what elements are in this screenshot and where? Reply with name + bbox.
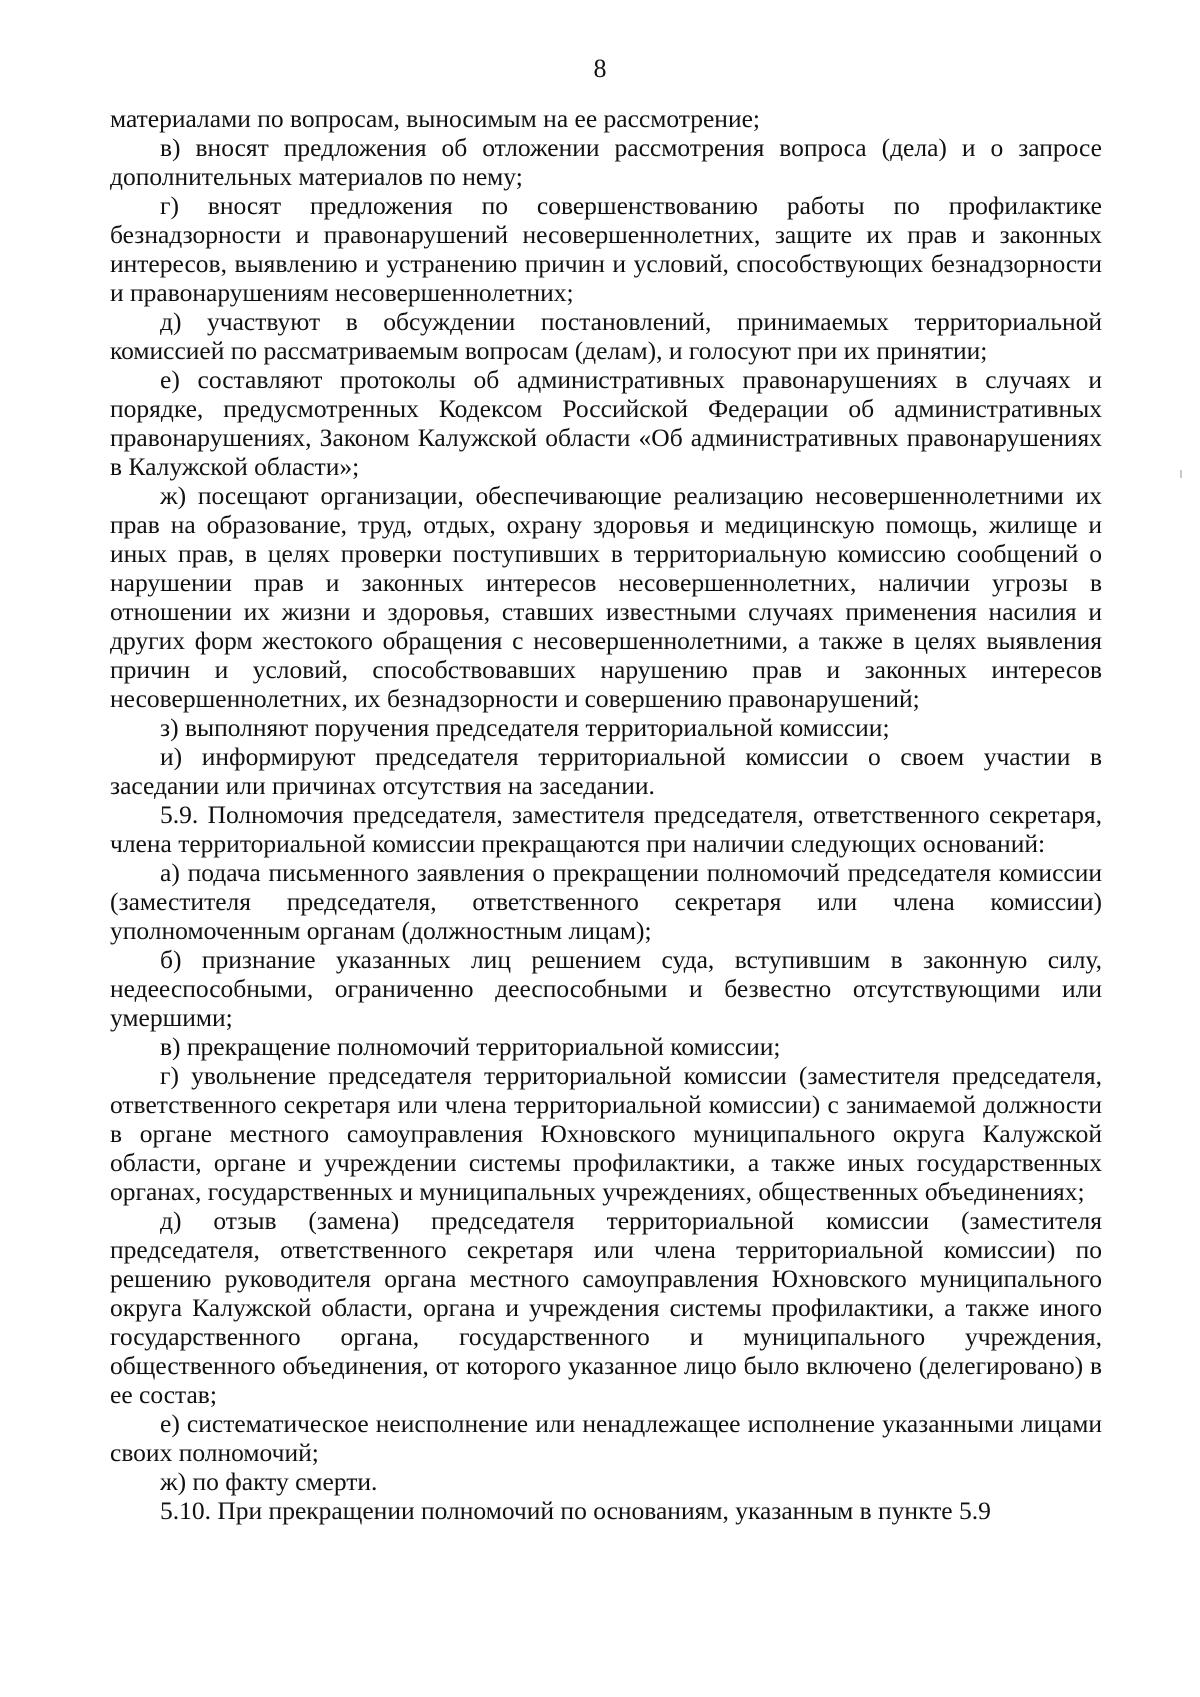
page-number: 8 <box>593 54 607 83</box>
scan-artifact <box>1180 470 1182 478</box>
paragraph-item-g: г) вносят предложения по совершенствованию работы по профилактике безнадзорности и правонарушений несовершеннолетних, защите их прав и законных интересов, выявлению и устранению причин и условий, способствующих безнадзорности и правонарушениям несовершеннолетних; <box>110 191 1102 307</box>
paragraph-5-9-item-b: б) признание указанных лиц решением суда, вступившим в законную силу, недееспособными, ограниченно дееспособными и безвестно отсутствующими или умершими; <box>110 945 1102 1032</box>
paragraph-item-z: з) выполняют поручения председателя территориальной комиссии; <box>160 713 890 742</box>
paragraph-5-9-item-a: а) подача письменного заявления о прекращении полномочий председателя комиссии (заместителя председателя, ответственного секретаря или члена комиссии) уполномоченным органам (должностным лицам); <box>110 858 1102 945</box>
paragraph-5-9-item-e: е) систематическое неисполнение или ненадлежащее исполнение указанными лицами своих полномочий; <box>110 1409 1102 1467</box>
paragraph-continuation: материалами по вопросам, выносимым на ее рассмотрение; <box>110 104 761 133</box>
paragraph-item-i: и) информируют председателя территориальной комиссии о своем участии в заседании или причинах отсутствия на заседании. <box>110 742 1102 800</box>
paragraph-item-d: д) участвуют в обсуждении постановлений, принимаемых территориальной комиссией по рассматриваемым вопросам (делам), и голосуют при их принятии; <box>110 307 1102 365</box>
paragraph-item-zh: ж) посещают организации, обеспечивающие реализацию несовершеннолетними их прав на образование, труд, отдых, охрану здоровья и медицинскую помощь, жилище и иных прав, в целях проверки поступивших в территориальную комиссию сообщений о нарушении прав и законных интересов несовершеннолетних, наличии угрозы в отношении их жизни и здоровья, ставших известными случаях применения насилия и других форм жестокого обращения с несовершеннолетними, а также в целях выявления причин и условий, способствовавших нарушению прав и законных интересов несовершеннолетних, их безнадзорности и совершению правонарушений; <box>110 481 1102 713</box>
paragraph-section-5-10: 5.10. При прекращении полномочий по основаниям, указанным в пункте 5.9 <box>160 1496 991 1525</box>
paragraph-5-9-item-v: в) прекращение полномочий территориальной комиссии; <box>160 1032 781 1061</box>
document-body <box>110 104 1102 1525</box>
paragraph-5-9-item-d: д) отзыв (замена) председателя территориальной комиссии (заместителя председателя, ответственного секретаря или члена территориальной комиссии) по решению руководителя органа местного самоуправления Юхновского муниципального округа Калужской области, органа и учреждения системы профилактики, а также иного государственного органа, государственного и муниципального учреждения, общественного объединения, от которого указанное лицо было включено (делегировано) в ее состав; <box>110 1206 1102 1409</box>
paragraph-5-9-item-zh: ж) по факту смерти. <box>160 1467 378 1496</box>
paragraph-section-5-9: 5.9. Полномочия председателя, заместителя председателя, ответственного секретаря, члена территориальной комиссии прекращаются при наличии следующих оснований: <box>110 800 1102 858</box>
paragraph-item-e: е) составляют протоколы об административных правонарушениях в случаях и порядке, предусмотренных Кодексом Российской Федерации об административных правонарушениях, Законом Калужской области «Об административных правонарушениях в Калужской области»; <box>110 365 1102 481</box>
paragraph-5-9-item-g: г) увольнение председателя территориальной комиссии (заместителя председателя, ответственного секретаря или члена территориальной комиссии) с занимаемой должности в органе местного самоуправления Юхновского муниципального округа Калужской области, органе и учреждении системы профилактики, а также иных государственных органах, государственных и муниципальных учреждениях, общественных объединениях; <box>110 1061 1102 1206</box>
paragraph-item-v: в) вносят предложения об отложении рассмотрения вопроса (дела) и о запросе дополнительных материалов по нему; <box>110 133 1102 191</box>
